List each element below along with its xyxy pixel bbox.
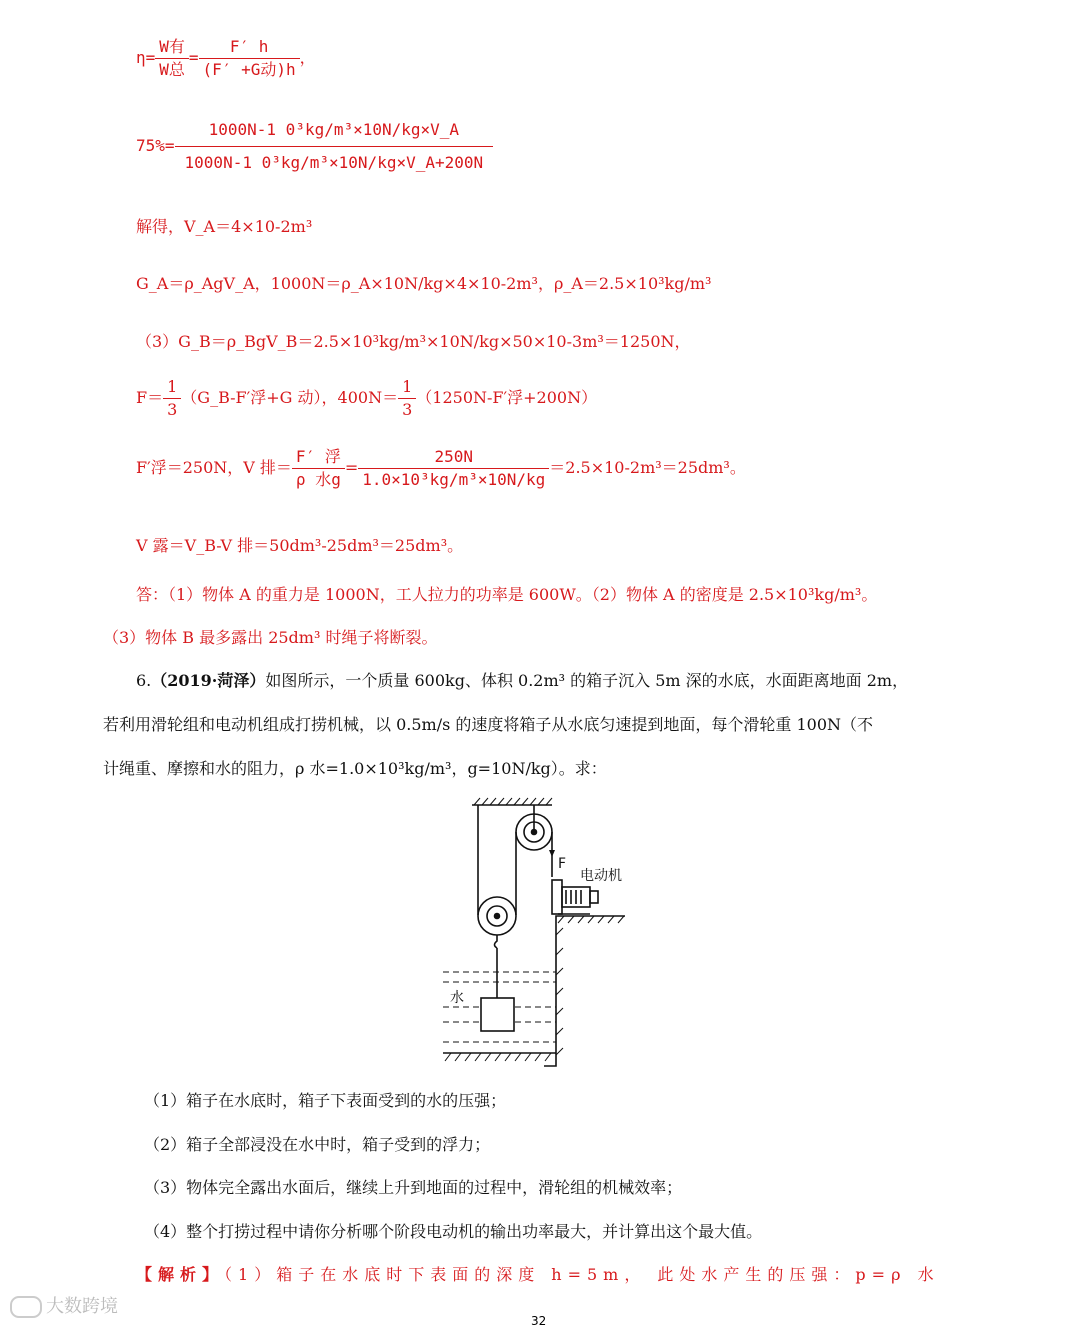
efficiency-75-equation [136, 118, 493, 175]
question-2: （2）箱子全部浸没在水中时，箱子受到的浮力； [144, 1135, 491, 1154]
75-fraction [175, 118, 494, 175]
force-lhs: F＝ [136, 388, 164, 407]
force-label: F [558, 856, 567, 872]
problem-source: （2019·菏泽） [151, 671, 266, 690]
force-fraction-numerator: F′ h [199, 36, 300, 59]
ground-outline [544, 916, 625, 1066]
volume-calc-numerator: 250N [358, 446, 549, 469]
force-mid: （G_B-F′浮+G 动），400N＝ [181, 388, 399, 407]
one-third-denominator: 3 [167, 400, 178, 419]
one-third-numerator-2: 1 [398, 376, 416, 399]
answer-line-2: （3）物体 B 最多露出 25dm³ 时绳子将断裂。 [103, 628, 438, 647]
analysis-line [136, 1262, 940, 1285]
page-number: 32 [531, 1314, 547, 1328]
force-fraction-denominator: (F′ +G动)h [202, 60, 296, 79]
percent-lhs: 75%= [136, 136, 175, 155]
useful-work: W有 [155, 36, 189, 59]
bottom-hatch [445, 1053, 551, 1061]
problem-number: 6. [136, 671, 152, 690]
motor-label: 电动机 [580, 868, 622, 884]
force-fraction [199, 36, 300, 81]
one-third-numerator: 1 [163, 376, 181, 399]
problem-line-1 [136, 670, 908, 692]
one-third-fraction [163, 376, 181, 421]
one-third-denominator-2: 3 [402, 400, 413, 419]
one-third-fraction-2 [398, 376, 416, 421]
analysis-tag: 【解析】 [136, 1265, 225, 1284]
question-4: （4）整个打捞过程中请你分析哪个阶段电动机的输出功率最大，并计算出这个最大值。 [144, 1222, 763, 1241]
buoyancy-denominator: ρ 水g [295, 470, 341, 489]
buoyancy-tail: ＝2.5×10-2m³＝25dm³。 [549, 458, 746, 477]
hook [495, 935, 498, 948]
watermark [10, 1292, 118, 1318]
question-1: （1）箱子在水底时，箱子下表面受到的水的压强； [144, 1091, 507, 1110]
box [481, 998, 514, 1031]
75-denominator: 1000N-1 0³kg/m³×10N/kg×V_A+200N [184, 153, 484, 172]
gb-line: （3）G_B＝ρ_BgV_B＝2.5×10³kg/m³×10N/kg×50×10-3m³＝1250N， [136, 332, 691, 351]
buoyancy-line [136, 446, 746, 491]
ground-hatch [556, 916, 624, 1055]
efficiency-fraction [155, 36, 189, 81]
force-line [136, 376, 597, 421]
water-label: 水 [450, 990, 464, 1006]
question-3: （3）物体完全露出水面后，继续上升到地面的过程中，滑轮组的机械效率； [144, 1178, 683, 1197]
motor-end [590, 891, 598, 903]
pulley-figure [440, 795, 640, 1070]
volume-calc-denominator: 1.0×10³kg/m³×10N/kg [362, 470, 546, 489]
ceiling-hatch [474, 798, 552, 805]
motor-pulley [552, 880, 562, 914]
watermark-text: 大数跨境 [46, 1296, 118, 1317]
analysis-text: （1）箱子在水底时下表面的深度 h=5m， 此处水产生的压强：p=ρ 水 [224, 1265, 940, 1284]
displaced-volume-fraction [292, 446, 345, 491]
eta-symbol: η= [136, 48, 156, 67]
movable-pulley-center [495, 914, 500, 919]
force-arrow [549, 850, 555, 857]
eta-tail: ， [299, 48, 316, 67]
equals-sign: = [188, 48, 199, 67]
buoyancy-lhs: F′浮＝250N，V 排＝ [136, 458, 292, 477]
volume-calc-fraction [358, 446, 549, 491]
fixed-pulley-center [532, 830, 537, 835]
total-work: W总 [159, 60, 185, 79]
buoyancy-numerator: F′ 浮 [292, 446, 345, 469]
75-numerator: 1000N-1 0³kg/m³×10N/kg×V_A [175, 118, 494, 147]
va-result: 解得，V_A＝4×10-2m³ [136, 217, 313, 236]
problem-text-1: 如图所示，一个质量 600kg、体积 0.2m³ 的箱子沉入 5m 深的水底，水面距离地面 2m， [265, 671, 909, 690]
exposed-volume-line: V 露＝V_B-V 排＝50dm³-25dm³＝25dm³。 [136, 536, 464, 555]
problem-line-2: 若利用滑轮组和电动机组成打捞机械，以 0.5m/s 的速度将箱子从水底匀速提到地面，每个滑轮重 100N（不 [103, 715, 874, 734]
watermark-logo-icon [10, 1296, 42, 1318]
ga-line: G_A＝ρ_AgV_A，1000N＝ρ_A×10N/kg×4×10-2m³，ρ_A＝2.5×10³kg/m³ [136, 274, 712, 293]
problem-line-3: 计绳重、摩擦和水的阻力，ρ 水=1.0×10³kg/m³，g=10N/kg）。求： [103, 759, 607, 778]
equals-sign-2: = [344, 458, 359, 477]
force-tail: （1250N-F′浮+200N） [416, 388, 598, 407]
eta-equation [136, 36, 316, 81]
answer-line-1: 答：（1）物体 A 的重力是 1000N，工人拉力的功率是 600W。（2）物体 A 的密度是 2.5×10³kg/m³。 [136, 585, 878, 604]
